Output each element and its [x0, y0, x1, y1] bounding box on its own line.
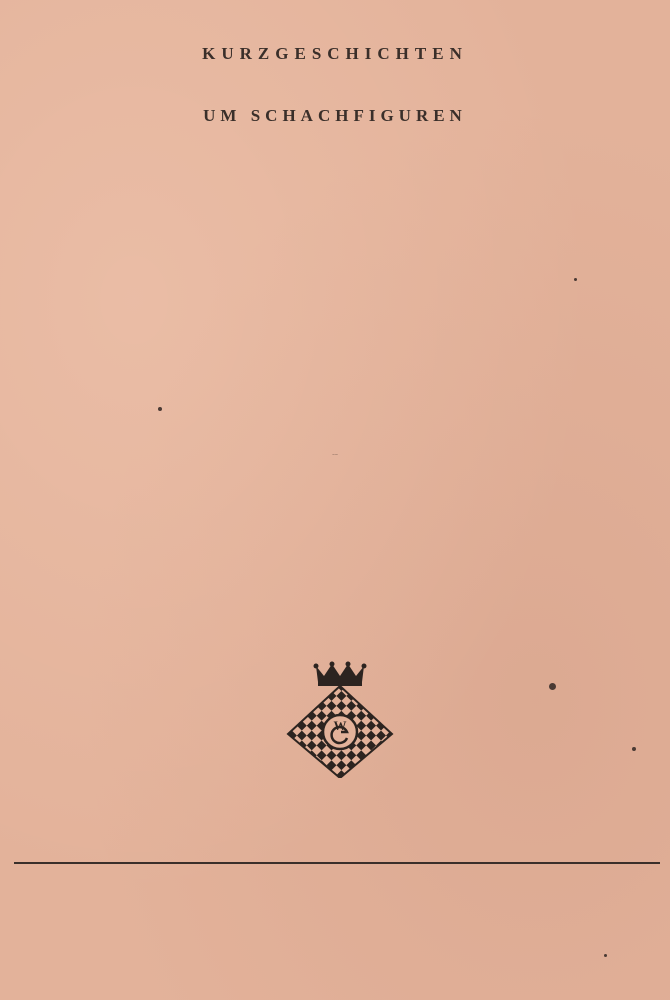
- paper-speck: [158, 407, 162, 411]
- author-name: Kurt Richter: [332, 455, 338, 456]
- svg-text:W: W: [333, 718, 347, 733]
- crown-icon: [314, 662, 367, 687]
- paper-speck: [604, 954, 607, 957]
- publisher-logo-icon: [284, 660, 396, 778]
- paper-speck: [549, 683, 556, 690]
- book-title-line-1: KURZGESCHICHTEN: [202, 44, 468, 63]
- paper-speck: [574, 278, 577, 281]
- paper-speck: [632, 747, 636, 751]
- book-title-line-2: UM SCHACHFIGUREN: [203, 106, 467, 125]
- divider-rule: [14, 862, 660, 864]
